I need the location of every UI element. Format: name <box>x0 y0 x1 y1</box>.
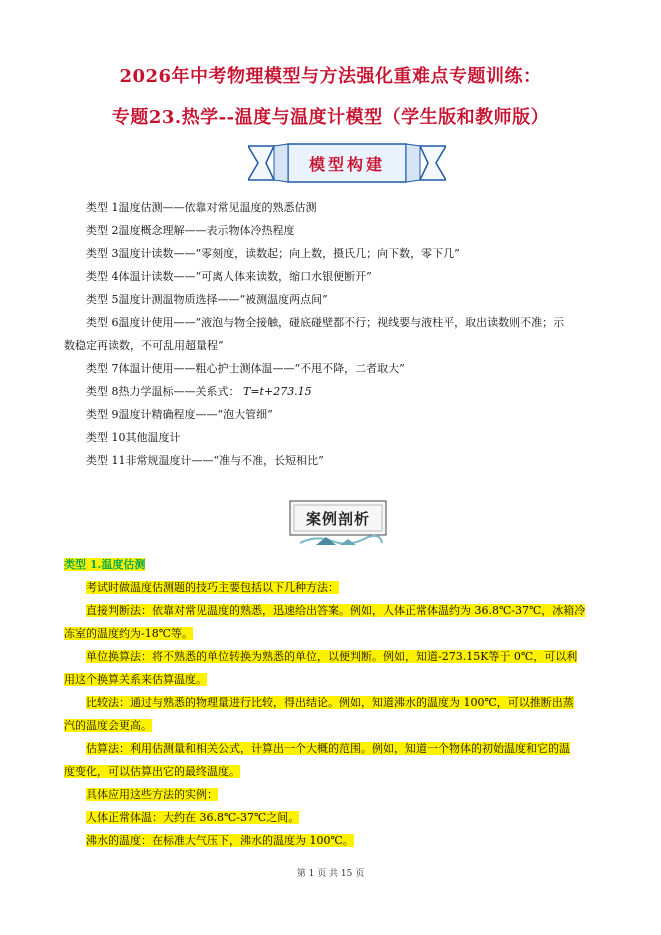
compare-method-line2: 汽的温度会更高。 <box>64 719 152 732</box>
direct-method-line2: 冻室的温度约为-18℃等。 <box>64 627 194 640</box>
case-analysis-label: 案例剖析 <box>305 509 370 528</box>
type-item: 类型 5温度计测温物质选择——“被测温度两点间” <box>86 293 328 306</box>
unit-method-line1: 单位换算法：将不熟悉的单位转换为熟悉的单位，以便判断。例如，知道-273.15K等于 0℃，可以利 <box>86 650 578 663</box>
example-1-text: 人体正常体温：大约在 36.8℃-37℃之间。 <box>86 811 300 824</box>
example-1-paragraph <box>64 806 612 829</box>
estimate-method-line1: 估算法：利用估测量和相关公式，计算出一个大概的范围。例如，知道一个物体的初始温度和它的温 <box>86 742 570 755</box>
unit-method-cont <box>64 668 612 691</box>
intro-text: 考试时做温度估测题的技巧主要包括以下几种方法： <box>86 581 339 594</box>
type-item-6-line2: 数稳定再读数，不可乱用超量程” <box>64 339 224 352</box>
direct-method-line1: 直接判断法：依靠对常见温度的熟悉，迅速给出答案。例如，人体正常体温约为 36.8℃-37℃，冰箱冷 <box>86 604 586 617</box>
type-item-8-label: 类型 8热力学温标——关系式： <box>86 385 240 398</box>
examples-intro-paragraph <box>64 783 612 806</box>
type-item: 类型 10其他温度计 <box>86 431 181 444</box>
example-2-paragraph <box>64 829 612 852</box>
type-item: 类型 3温度计读数——“零刻度，读数起；向上数，摄氏几；向下数，零下几” <box>86 247 460 260</box>
examples-intro-text: 具体应用这些方法的实例： <box>86 788 218 801</box>
case-body <box>64 553 612 852</box>
case-analysis-banner <box>286 497 390 549</box>
type-item-8 <box>86 380 606 403</box>
intro-paragraph <box>64 576 612 599</box>
unit-method-paragraph <box>64 645 612 668</box>
document-title-line2: 专题23.热学--温度与温度计模型（学生版和教师版） <box>111 107 550 128</box>
type-item: 类型 11非常规温度计——“准与不准，长短相比” <box>86 454 324 467</box>
compare-method-cont <box>64 714 612 737</box>
model-building-banner <box>248 140 446 186</box>
document-title-line1: 2026年中考物理模型与方法强化重难点专题训练： <box>119 66 542 87</box>
section-heading <box>64 553 612 576</box>
example-2-text: 沸水的温度：在标准大气压下，沸水的温度为 100℃。 <box>86 834 354 847</box>
estimate-method-paragraph <box>64 737 612 760</box>
direct-method-paragraph <box>64 599 612 622</box>
direct-method-cont <box>64 622 612 645</box>
type-item-6 <box>64 311 606 357</box>
type-item: 类型 2温度概念理解——表示物体冷热程度 <box>86 224 295 237</box>
model-building-label: 模型构建 <box>308 154 385 174</box>
section-heading-text: 类型 1.温度估测 <box>64 558 146 571</box>
type-list <box>64 196 606 472</box>
compare-method-paragraph <box>64 691 612 714</box>
unit-method-line2: 用这个换算关系来估算温度。 <box>64 673 207 686</box>
type-item: 类型 7体温计使用——粗心护士测体温——“不甩不降，二者取大” <box>86 362 405 375</box>
formula: T=t+273.15 <box>243 385 312 398</box>
type-item: 类型 9温度计精确程度——“泡大管细” <box>86 408 273 421</box>
type-item-6-line1: 类型 6温度计使用——“液泡与物全接触，碰底碰壁都不行；视线要与液柱平，取出读数则不准；示 <box>86 316 565 329</box>
type-item: 类型 1温度估测——依靠对常见温度的熟悉估测 <box>86 201 317 214</box>
estimate-method-cont <box>64 760 612 783</box>
page-footer: 第 1 页 共 15 页 <box>296 869 365 879</box>
estimate-method-line2: 度变化，可以估算出它的最终温度。 <box>64 765 240 778</box>
type-item: 类型 4体温计读数——“可离人体来读数，缩口水银便断开” <box>86 270 372 283</box>
compare-method-line1: 比较法：通过与熟悉的物理量进行比较，得出结论。例如，知道沸水的温度为 100℃，可以推断出蒸 <box>86 696 574 709</box>
